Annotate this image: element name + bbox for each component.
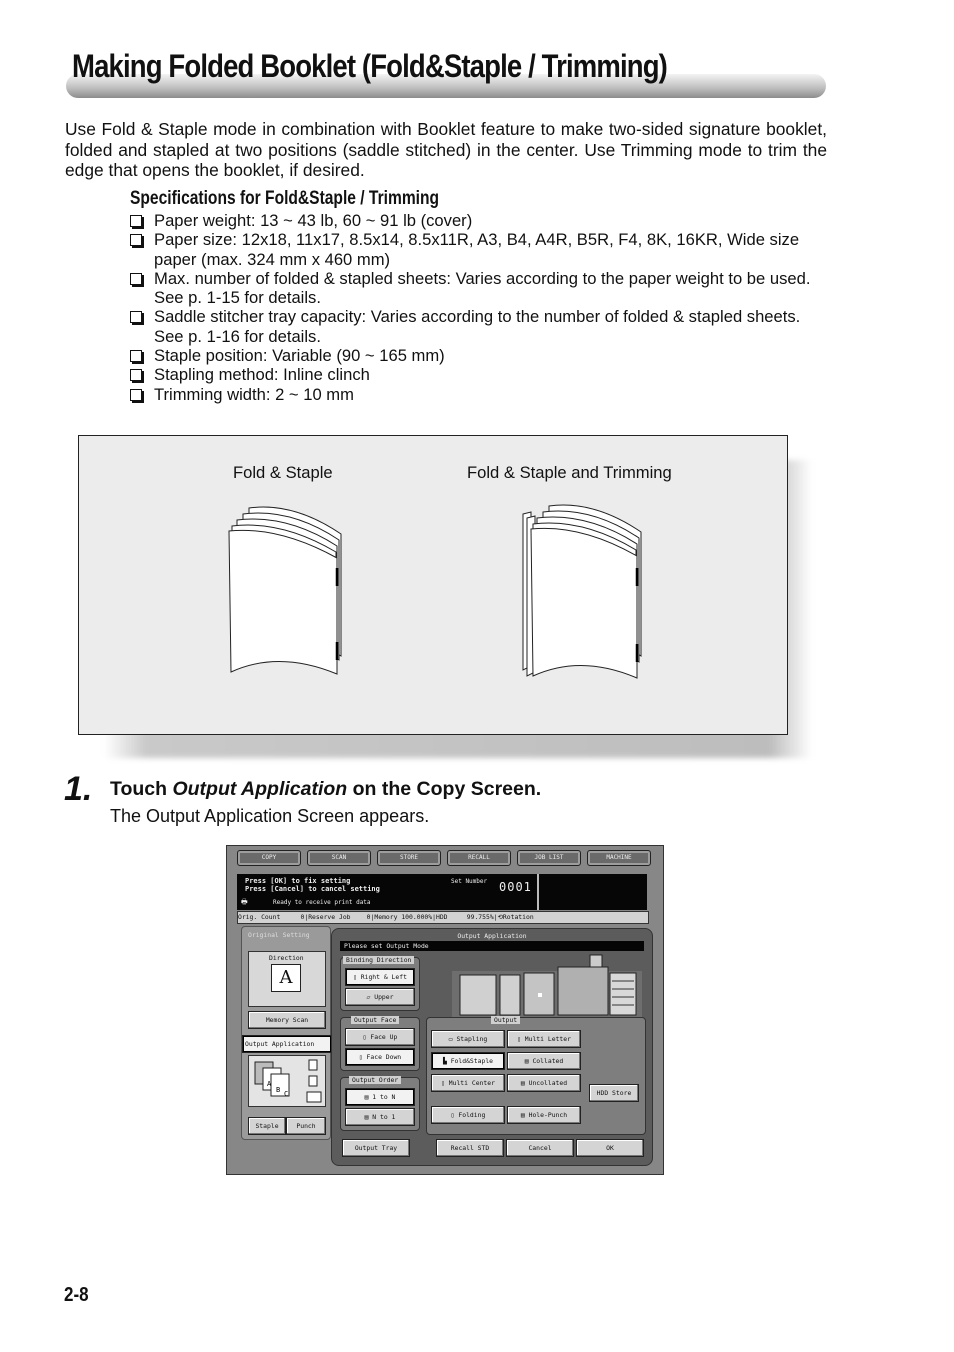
booklet-icon: ▙ [442, 1057, 451, 1065]
printer-icon: 🖶 [241, 898, 248, 906]
hdd-store-button[interactable]: HDD Store [589, 1084, 639, 1102]
divider [537, 874, 539, 910]
upper-button[interactable]: ▱ Upper [345, 988, 415, 1006]
intro-text: Use Fold & Staple mode in combination with Booklet feature to make two-sided signature booklet, folded and stapled at two positions (saddle stitched) in the center. Use Trimming mode to trim the edge that opens the booklet, if desired. [65, 119, 827, 180]
step-number: 1. [64, 770, 93, 808]
output-preview-box [248, 1055, 326, 1107]
folding-button[interactable]: ▯ Folding [431, 1106, 505, 1124]
spec-item: Staple position: Variable (90 ~ 165 mm) [130, 346, 830, 365]
punch-button[interactable]: Punch [286, 1117, 326, 1135]
output-order-label: Output Order [349, 1076, 401, 1084]
step-instruction: Touch Output Application on the Copy Screen. [110, 778, 542, 800]
spec-item: Stapling method: Inline clinch [130, 365, 830, 384]
figure-label-fold-staple-trimming: Fold & Staple and Trimming [467, 463, 672, 482]
checkbox-bullet-icon [130, 350, 142, 362]
memory-scan-button[interactable]: Memory Scan [248, 1011, 326, 1029]
tab-scan[interactable]: SCAN [307, 850, 371, 866]
checkbox-bullet-icon [130, 234, 142, 246]
panel-prompt: Please set Output Mode [340, 941, 644, 951]
pages-icon: ▤ [364, 1093, 373, 1101]
svg-text:B: B [276, 1086, 281, 1094]
spec-item: Saddle stitcher tray capacity: Varies according to the number of folded & stapled sheets. See p. 1-16 for details. [130, 307, 830, 346]
status-message: Ready to receive print data [273, 899, 371, 906]
fold-icon: ▯ [450, 1111, 459, 1119]
n-to-one-button[interactable]: ▤ N to 1 [345, 1108, 415, 1126]
pages-icon: ▤ [364, 1113, 373, 1121]
one-to-n-button[interactable]: ▤ 1 to N [345, 1088, 415, 1106]
direction-glyph: A [271, 964, 301, 992]
fold-icon: ▯ [441, 1079, 449, 1087]
uncollate-icon: ▤ [520, 1079, 529, 1087]
direction-label: Direction [269, 954, 304, 962]
spec-list [130, 211, 830, 404]
finisher-machine-icon [452, 953, 642, 1019]
page-icon: ▯ [358, 1053, 367, 1061]
checkbox-bullet-icon [130, 273, 142, 285]
output-tray-button[interactable]: Output Tray [342, 1139, 410, 1157]
step-result: The Output Application Screen appears. [110, 806, 430, 826]
output-group [426, 1017, 646, 1135]
svg-text:A: A [267, 1080, 272, 1088]
status-bar: Orig. Count 0|Reserve Job 0|Memory 100.000%|HDD 99.755%|⟲Rotation [237, 911, 649, 924]
staple-button[interactable]: Staple [248, 1117, 286, 1135]
letter-icon: ▯ [517, 1035, 525, 1043]
svg-text:C: C [284, 1090, 289, 1098]
cancel-button[interactable]: Cancel [506, 1139, 574, 1157]
page-icon: ▯ [362, 1033, 371, 1041]
tab-store[interactable]: STORE [377, 850, 441, 866]
tab-machine[interactable]: MACHINE [587, 850, 651, 866]
tab-job-list[interactable]: JOB LIST [517, 850, 581, 866]
spec-item: Paper weight: 13 ~ 43 lb, 60 ~ 91 lb (cover) [130, 211, 830, 230]
checkbox-bullet-icon [130, 215, 142, 227]
uncollated-button[interactable]: ▤ Uncollated [507, 1074, 581, 1092]
output-face-label: Output Face [351, 1016, 399, 1024]
checkbox-bullet-icon [130, 369, 142, 381]
direction-box [248, 951, 326, 1007]
checkbox-bullet-icon [130, 311, 142, 323]
stapler-icon: ▭ [448, 1035, 457, 1043]
face-up-button[interactable]: ▯ Face Up [345, 1028, 415, 1046]
output-order-group [340, 1077, 420, 1131]
output-face-group [340, 1017, 420, 1071]
booklet-icon: ▯ [353, 973, 361, 981]
original-setting-panel [241, 926, 331, 1140]
booklet-fold-staple-trimming-icon [509, 496, 659, 696]
message-line-2: Press [Cancel] to cancel setting [245, 885, 380, 893]
collate-icon: ▤ [524, 1057, 533, 1065]
tab-recall[interactable]: RECALL [447, 850, 511, 866]
face-down-button[interactable]: ▯ Face Down [345, 1048, 415, 1066]
original-setting-label: Original Setting [248, 931, 310, 939]
output-label: Output [491, 1016, 520, 1024]
intro-paragraph [65, 119, 827, 181]
ok-button[interactable]: OK [576, 1139, 644, 1157]
hole-punch-button[interactable]: ▤ Hole-Punch [507, 1106, 581, 1124]
spec-item: Trimming width: 2 ~ 10 mm [130, 385, 830, 404]
booklet-icon: ▱ [366, 993, 375, 1001]
binding-direction-group [340, 957, 420, 1011]
tab-copy[interactable]: COPY [237, 850, 301, 866]
copier-screen [226, 845, 664, 1175]
message-line-1: Press [OK] to fix setting [245, 877, 351, 885]
binding-direction-label: Binding Direction [343, 956, 414, 964]
output-application-panel [331, 928, 653, 1166]
collated-button[interactable]: ▤ Collated [507, 1052, 581, 1070]
booklet-figure [78, 435, 788, 735]
output-application-button[interactable]: Output Application [242, 1035, 332, 1053]
figure-label-fold-staple: Fold & Staple [233, 463, 333, 482]
punch-icon: ▤ [520, 1111, 529, 1119]
rotation-icon: ⟲ [497, 913, 503, 921]
right-left-button[interactable]: ▯ Right & Left [345, 968, 415, 986]
spec-heading: Specifications for Fold&Staple / Trimming [130, 188, 440, 209]
message-area [237, 874, 647, 910]
recall-std-button[interactable]: Recall STD [436, 1139, 504, 1157]
output-pages-icon [249, 1056, 325, 1106]
spec-item: Max. number of folded & stapled sheets: Varies according to the paper weight to be used. See p. 1-15 for details. [130, 269, 830, 308]
multi-letter-button[interactable]: ▯ Multi Letter [507, 1030, 581, 1048]
multi-center-button[interactable]: ▯ Multi Center [431, 1074, 505, 1092]
page-number: 2-8 [64, 1284, 89, 1306]
fold-staple-button[interactable]: ▙ Fold&Staple [431, 1052, 505, 1070]
set-number-label: Set Number [451, 878, 488, 885]
booklet-fold-staple-icon [219, 496, 359, 686]
checkbox-bullet-icon [130, 389, 142, 401]
page-title: Making Folded Booklet (Fold&Staple / Trimming) [72, 48, 667, 84]
stapling-button[interactable]: ▭ Stapling [431, 1030, 505, 1048]
spec-item: Paper size: 12x18, 11x17, 8.5x14, 8.5x11R, A3, B4, A4R, B5R, F4, 8K, 16KR, Wide size paper (max. 324 mm x 460 mm) [130, 230, 830, 269]
set-number-value: 0001 [499, 880, 532, 894]
panel-title: Output Application [457, 932, 527, 940]
